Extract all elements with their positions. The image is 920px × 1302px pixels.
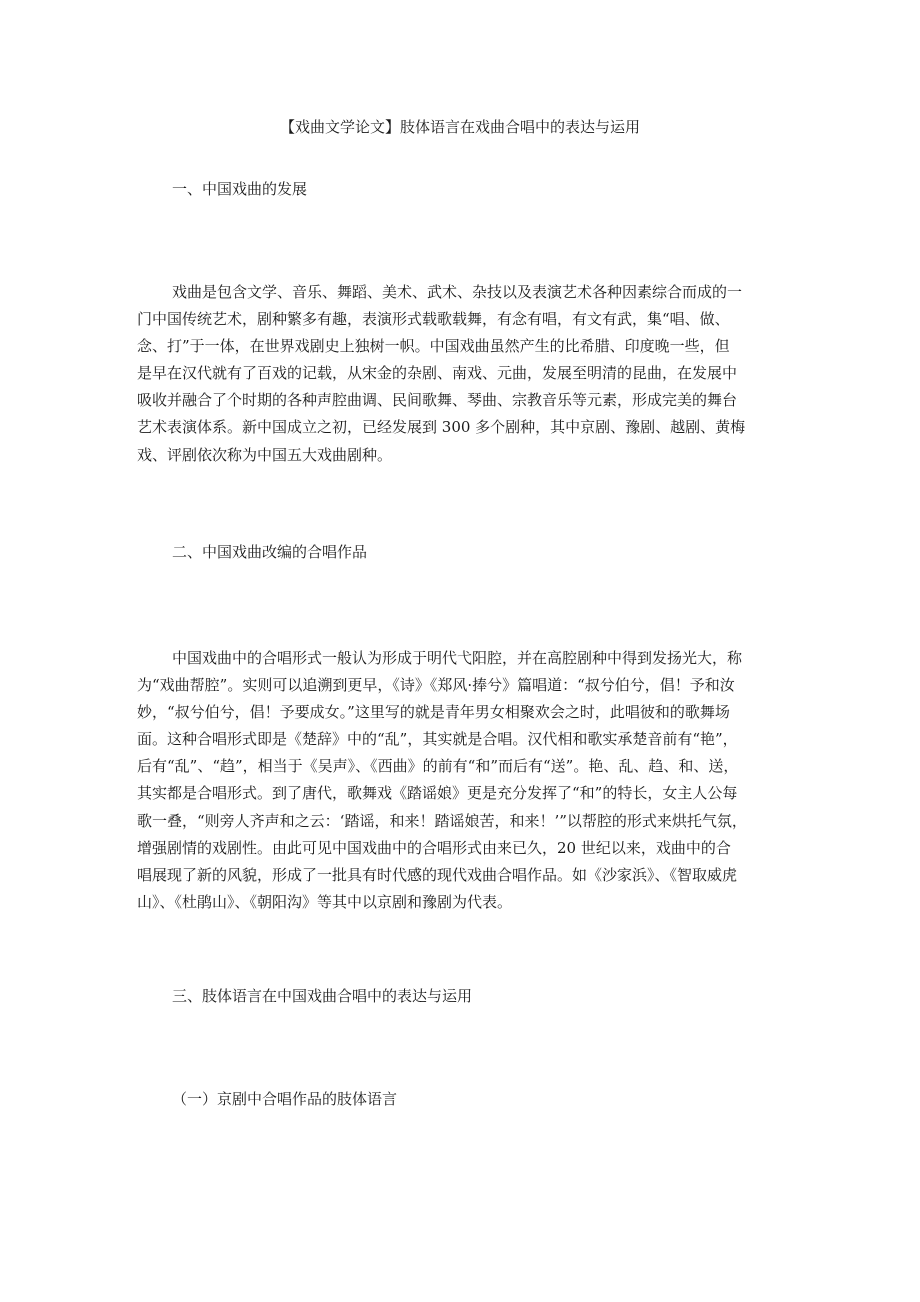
paragraph-line: 唱展现了新的风貌，形成了一批具有时代感的现代戏曲合唱作品。如《沙家浜》、《智取威虎: [137, 865, 738, 884]
section-paragraph-1: [137, 279, 791, 469]
paragraph-line: 戏曲是包含文学、音乐、舞蹈、美术、武术、杂技以及表演艺术各种因素综合而成的一: [172, 283, 743, 301]
document-title: 【戏曲文学论文】肢体语言在戏曲合唱中的表达与运用: [279, 118, 640, 136]
section-heading-1: 一、中国戏曲的发展: [172, 180, 308, 198]
subsection-heading-1: （一）京剧中合唱作品的肢体语言: [172, 1090, 398, 1108]
paragraph-line: 为“戏曲帮腔”。实则可以追溯到更早，《诗》《郑风·捧兮》篇唱道：“叔兮伯兮，倡！予和汝: [137, 676, 735, 695]
paragraph-line: 山》、《杜鹃山》、《朝阳沟》等其中以京剧和豫剧为代表。: [137, 892, 513, 911]
paragraph-line: 中国戏曲中的合唱形式一般认为形成于明代弋阳腔，并在高腔剧种中得到发扬光大，称: [172, 649, 743, 667]
paragraph-line: 后有“乱”、“趋”，相当于《吴声》、《西曲》的前有“和”而后有“送”。艳、乱、趋、和、送，: [137, 757, 739, 776]
section-heading-3: 三、肢体语言在中国戏曲合唱中的表达与运用: [172, 987, 473, 1005]
paragraph-line: 其实都是合唱形式。到了唐代，歌舞戏《踏谣娘》更是充分发挥了“和”的特长，女主人公每: [137, 784, 738, 803]
paragraph-line: 吸收并融合了个时期的各种声腔曲调、民间歌舞、琴曲、宗教音乐等元素，形成完美的舞台: [137, 391, 738, 410]
section-paragraph-2: [137, 645, 791, 916]
paragraph-line: 是早在汉代就有了百戏的记载，从宋金的杂剧、南戏、元曲，发展至明清的昆曲，在发展中: [137, 364, 738, 383]
paragraph-line: 念、打”于一体，在世界戏剧史上独树一帜。中国戏曲虽然产生的比希腊、印度晚一些，但: [137, 337, 730, 356]
paragraph-line: 艺术表演体系。新中国成立之初，已经发展到 300 多个剧种，其中京剧、豫剧、越剧、黄梅: [137, 418, 746, 437]
paragraph-line: 戏、评剧依次称为中国五大戏曲剧种。: [137, 445, 393, 464]
section-heading-2: 二、中国戏曲改编的合唱作品: [172, 543, 368, 561]
paragraph-line: 歌一叠，“则旁人齐声和之云：‘踏谣，和来！踏谣娘苦，和来！’”以帮腔的形式来烘托气氛，: [137, 811, 747, 830]
paragraph-line: 门中国传统艺术，剧种繁多有趣，表演形式载歌载舞，有念有唱，有文有武，集“唱、做、: [137, 310, 730, 329]
paragraph-line: 妙，“叔兮伯兮，倡！予要成女。”这里写的就是青年男女相聚欢会之时，此唱彼和的歌舞场: [137, 703, 730, 722]
paragraph-line: 增强剧情的戏剧性。由此可见中国戏曲中的合唱形式由来已久，20 世纪以来，戏曲中的合: [137, 838, 731, 857]
paragraph-line: 面。这种合唱形式即是《楚辞》中的“乱”，其实就是合唱。汉代相和歌实承楚音前有“艳”，: [137, 730, 738, 749]
